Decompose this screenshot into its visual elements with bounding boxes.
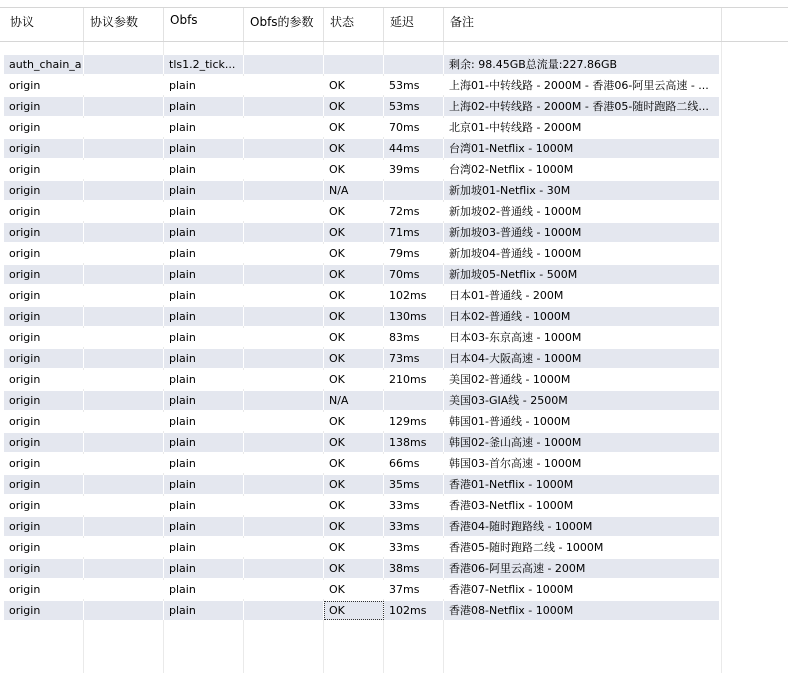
cell-remark[interactable]: 新加坡02-普通线 - 1000M xyxy=(444,202,720,221)
cell-remark[interactable]: 香港03-Netflix - 1000M xyxy=(444,496,720,515)
cell-protocol-param[interactable] xyxy=(84,286,164,305)
cell-protocol[interactable]: auth_chain_a xyxy=(4,55,84,74)
cell-obfs[interactable]: plain xyxy=(164,97,244,116)
cell-latency[interactable]: 210ms xyxy=(384,370,444,389)
column-header-obfs-param[interactable]: Obfs的参数 xyxy=(244,8,324,41)
cell-latency[interactable]: 33ms xyxy=(384,496,444,515)
cell-status[interactable] xyxy=(324,55,384,74)
cell-remark[interactable]: 日本04-大阪高速 - 1000M xyxy=(444,349,720,368)
cell-obfs[interactable]: plain xyxy=(164,559,244,578)
cell-protocol[interactable]: origin xyxy=(4,601,84,620)
table-row[interactable] xyxy=(4,181,720,200)
cell-protocol-param[interactable] xyxy=(84,55,164,74)
cell-remark[interactable]: 新加坡04-普通线 - 1000M xyxy=(444,244,720,263)
cell-latency[interactable]: 53ms xyxy=(384,76,444,95)
cell-obfs[interactable]: plain xyxy=(164,496,244,515)
cell-protocol-param[interactable] xyxy=(84,391,164,410)
cell-protocol-param[interactable] xyxy=(84,349,164,368)
cell-protocol[interactable]: origin xyxy=(4,265,84,284)
table-row[interactable] xyxy=(4,580,720,599)
cell-protocol-param[interactable] xyxy=(84,370,164,389)
cell-obfs-param[interactable] xyxy=(244,412,324,431)
cell-status[interactable]: OK xyxy=(324,412,384,431)
cell-status[interactable]: OK xyxy=(324,223,384,242)
table-row[interactable] xyxy=(4,265,720,284)
cell-protocol-param[interactable] xyxy=(84,559,164,578)
cell-latency[interactable]: 102ms xyxy=(384,286,444,305)
cell-obfs-param[interactable] xyxy=(244,55,324,74)
table-row[interactable] xyxy=(4,328,720,347)
cell-remark[interactable]: 日本03-东京高速 - 1000M xyxy=(444,328,720,347)
cell-protocol[interactable]: origin xyxy=(4,412,84,431)
cell-protocol[interactable]: origin xyxy=(4,517,84,536)
cell-protocol[interactable]: origin xyxy=(4,118,84,137)
column-header-status[interactable]: 状态 xyxy=(324,8,384,41)
cell-remark[interactable]: 日本02-普通线 - 1000M xyxy=(444,307,720,326)
cell-latency[interactable]: 70ms xyxy=(384,265,444,284)
cell-latency[interactable]: 130ms xyxy=(384,307,444,326)
cell-obfs-param[interactable] xyxy=(244,580,324,599)
table-row[interactable] xyxy=(4,412,720,431)
cell-obfs-param[interactable] xyxy=(244,475,324,494)
cell-protocol[interactable]: origin xyxy=(4,496,84,515)
cell-obfs[interactable]: plain xyxy=(164,328,244,347)
cell-remark[interactable]: 北京01-中转线路 - 2000M xyxy=(444,118,720,137)
cell-remark[interactable]: 日本01-普通线 - 200M xyxy=(444,286,720,305)
cell-remark[interactable]: 上海02-中转线路 - 2000M - 香港05-随时跑路二线... xyxy=(444,97,720,116)
cell-obfs[interactable]: plain xyxy=(164,307,244,326)
cell-obfs-param[interactable] xyxy=(244,97,324,116)
cell-obfs-param[interactable] xyxy=(244,265,324,284)
cell-obfs-param[interactable] xyxy=(244,223,324,242)
cell-protocol-param[interactable] xyxy=(84,454,164,473)
column-header-protocol[interactable]: 协议 xyxy=(4,8,84,41)
cell-protocol-param[interactable] xyxy=(84,475,164,494)
cell-obfs[interactable]: plain xyxy=(164,412,244,431)
cell-status[interactable]: OK xyxy=(324,433,384,452)
cell-protocol-param[interactable] xyxy=(84,223,164,242)
cell-protocol[interactable]: origin xyxy=(4,454,84,473)
cell-protocol[interactable]: origin xyxy=(4,244,84,263)
cell-status[interactable]: OK xyxy=(324,454,384,473)
column-header-protocol-param[interactable]: 协议参数 xyxy=(84,8,164,41)
cell-obfs[interactable]: plain xyxy=(164,580,244,599)
cell-latency[interactable]: 73ms xyxy=(384,349,444,368)
cell-protocol-param[interactable] xyxy=(84,181,164,200)
cell-obfs-param[interactable] xyxy=(244,370,324,389)
cell-status[interactable]: OK xyxy=(324,580,384,599)
cell-latency[interactable]: 72ms xyxy=(384,202,444,221)
cell-protocol-param[interactable] xyxy=(84,97,164,116)
cell-obfs-param[interactable] xyxy=(244,538,324,557)
cell-obfs-param[interactable] xyxy=(244,139,324,158)
cell-status[interactable]: OK xyxy=(324,559,384,578)
cell-status[interactable]: N/A xyxy=(324,391,384,410)
cell-protocol[interactable]: origin xyxy=(4,433,84,452)
cell-protocol-param[interactable] xyxy=(84,244,164,263)
table-row[interactable] xyxy=(4,349,720,368)
table-row[interactable] xyxy=(4,370,720,389)
cell-protocol-param[interactable] xyxy=(84,601,164,620)
cell-remark[interactable]: 新加坡05-Netflix - 500M xyxy=(444,265,720,284)
cell-latency[interactable]: 138ms xyxy=(384,433,444,452)
cell-obfs[interactable]: plain xyxy=(164,454,244,473)
cell-obfs-param[interactable] xyxy=(244,307,324,326)
cell-protocol[interactable]: origin xyxy=(4,307,84,326)
cell-obfs-param[interactable] xyxy=(244,244,324,263)
cell-obfs-param[interactable] xyxy=(244,181,324,200)
cell-protocol[interactable]: origin xyxy=(4,538,84,557)
cell-protocol[interactable]: origin xyxy=(4,328,84,347)
cell-obfs[interactable]: plain xyxy=(164,160,244,179)
column-header-row xyxy=(0,7,788,42)
cell-protocol[interactable]: origin xyxy=(4,286,84,305)
cell-obfs[interactable]: plain xyxy=(164,475,244,494)
cell-obfs-param[interactable] xyxy=(244,601,324,620)
cell-protocol[interactable]: origin xyxy=(4,97,84,116)
cell-obfs-param[interactable] xyxy=(244,160,324,179)
cell-remark[interactable]: 香港05-随时跑路二线 - 1000M xyxy=(444,538,720,557)
cell-remark[interactable]: 香港07-Netflix - 1000M xyxy=(444,580,720,599)
cell-protocol[interactable]: origin xyxy=(4,559,84,578)
cell-latency[interactable]: 33ms xyxy=(384,538,444,557)
cell-latency[interactable]: 33ms xyxy=(384,517,444,536)
cell-protocol-param[interactable] xyxy=(84,328,164,347)
cell-obfs-param[interactable] xyxy=(244,349,324,368)
table-row[interactable] xyxy=(4,286,720,305)
cell-protocol-param[interactable] xyxy=(84,265,164,284)
cell-latency[interactable]: 39ms xyxy=(384,160,444,179)
table-row[interactable] xyxy=(4,538,720,557)
table-row[interactable] xyxy=(4,517,720,536)
cell-obfs[interactable]: plain xyxy=(164,76,244,95)
cell-protocol-param[interactable] xyxy=(84,160,164,179)
table-row[interactable] xyxy=(4,223,720,242)
cell-remark[interactable]: 香港01-Netflix - 1000M xyxy=(444,475,720,494)
cell-obfs-param[interactable] xyxy=(244,286,324,305)
cell-protocol[interactable]: origin xyxy=(4,202,84,221)
cell-obfs[interactable]: plain xyxy=(164,202,244,221)
cell-latency[interactable]: 71ms xyxy=(384,223,444,242)
cell-protocol[interactable]: origin xyxy=(4,76,84,95)
cell-protocol[interactable]: origin xyxy=(4,370,84,389)
cell-protocol-param[interactable] xyxy=(84,580,164,599)
cell-status[interactable]: OK xyxy=(324,307,384,326)
cell-obfs[interactable]: plain xyxy=(164,370,244,389)
cell-status[interactable]: OK xyxy=(324,76,384,95)
column-header-remark[interactable]: 备注 xyxy=(444,8,722,41)
cell-status[interactable]: OK xyxy=(324,286,384,305)
cell-remark[interactable]: 香港04-随时跑路线 - 1000M xyxy=(444,517,720,536)
table-row[interactable] xyxy=(4,496,720,515)
cell-latency[interactable]: 38ms xyxy=(384,559,444,578)
table-row[interactable] xyxy=(4,475,720,494)
cell-remark[interactable]: 台湾02-Netflix - 1000M xyxy=(444,160,720,179)
cell-latency[interactable]: 102ms xyxy=(384,601,444,620)
table-row[interactable] xyxy=(4,391,720,410)
cell-protocol[interactable]: origin xyxy=(4,223,84,242)
cell-obfs[interactable]: plain xyxy=(164,391,244,410)
cell-protocol[interactable]: origin xyxy=(4,160,84,179)
cell-status[interactable]: OK xyxy=(324,475,384,494)
table-row[interactable] xyxy=(4,202,720,221)
cell-latency[interactable]: 129ms xyxy=(384,412,444,431)
cell-obfs[interactable]: plain xyxy=(164,223,244,242)
cell-obfs-param[interactable] xyxy=(244,454,324,473)
cell-protocol[interactable]: origin xyxy=(4,349,84,368)
cell-status[interactable]: OK xyxy=(324,265,384,284)
table-row[interactable] xyxy=(4,97,720,116)
cell-obfs[interactable]: plain xyxy=(164,601,244,620)
cell-obfs[interactable]: plain xyxy=(164,433,244,452)
cell-remark[interactable]: 美国03-GIA线 - 2500M xyxy=(444,391,720,410)
cell-status[interactable]: OK xyxy=(324,538,384,557)
cell-latency[interactable]: 37ms xyxy=(384,580,444,599)
cell-obfs-param[interactable] xyxy=(244,76,324,95)
table-row[interactable] xyxy=(4,601,720,620)
cell-latency[interactable]: 53ms xyxy=(384,97,444,116)
cell-latency[interactable]: 44ms xyxy=(384,139,444,158)
cell-status[interactable]: OK xyxy=(324,496,384,515)
cell-latency[interactable]: 70ms xyxy=(384,118,444,137)
cell-protocol-param[interactable] xyxy=(84,139,164,158)
cell-obfs-param[interactable] xyxy=(244,517,324,536)
table-row[interactable] xyxy=(4,160,720,179)
cell-remark[interactable]: 美国02-普通线 - 1000M xyxy=(444,370,720,389)
cell-status[interactable]: OK xyxy=(324,139,384,158)
cell-protocol[interactable]: origin xyxy=(4,475,84,494)
cell-obfs[interactable]: plain xyxy=(164,538,244,557)
cell-remark[interactable]: 新加坡03-普通线 - 1000M xyxy=(444,223,720,242)
cell-protocol-param[interactable] xyxy=(84,433,164,452)
cell-obfs-param[interactable] xyxy=(244,202,324,221)
cell-obfs[interactable]: plain xyxy=(164,118,244,137)
cell-obfs[interactable]: plain xyxy=(164,181,244,200)
cell-protocol-param[interactable] xyxy=(84,76,164,95)
cell-obfs-param[interactable] xyxy=(244,391,324,410)
cell-latency[interactable]: 66ms xyxy=(384,454,444,473)
cell-remark[interactable]: 韩国01-普通线 - 1000M xyxy=(444,412,720,431)
table-row[interactable] xyxy=(4,139,720,158)
cell-status[interactable]: N/A xyxy=(324,181,384,200)
cell-protocol[interactable]: origin xyxy=(4,391,84,410)
cell-protocol-param[interactable] xyxy=(84,496,164,515)
cell-status[interactable]: OK xyxy=(324,202,384,221)
cell-obfs[interactable]: plain xyxy=(164,265,244,284)
cell-latency[interactable]: 35ms xyxy=(384,475,444,494)
cell-obfs-param[interactable] xyxy=(244,328,324,347)
cell-status[interactable]: OK xyxy=(324,118,384,137)
cell-obfs-param[interactable] xyxy=(244,559,324,578)
cell-status[interactable]: OK xyxy=(324,328,384,347)
table-row[interactable] xyxy=(4,454,720,473)
cell-obfs[interactable]: plain xyxy=(164,349,244,368)
cell-status[interactable]: OK xyxy=(324,349,384,368)
table-row[interactable] xyxy=(4,307,720,326)
cell-protocol-param[interactable] xyxy=(84,517,164,536)
cell-remark[interactable]: 台湾01-Netflix - 1000M xyxy=(444,139,720,158)
cell-remark[interactable]: 剩余: 98.45GB总流量:227.86GB xyxy=(444,55,720,74)
cell-remark[interactable]: 香港06-阿里云高速 - 200M xyxy=(444,559,720,578)
column-divider xyxy=(721,42,722,673)
table-row[interactable] xyxy=(4,433,720,452)
cell-obfs-param[interactable] xyxy=(244,118,324,137)
cell-obfs[interactable]: plain xyxy=(164,244,244,263)
cell-protocol[interactable]: origin xyxy=(4,139,84,158)
cell-status[interactable]: OK xyxy=(324,370,384,389)
cell-latency[interactable]: 83ms xyxy=(384,328,444,347)
cell-status[interactable]: OK xyxy=(324,244,384,263)
cell-obfs-param[interactable] xyxy=(244,433,324,452)
cell-obfs[interactable]: tls1.2_tick... xyxy=(164,55,244,74)
cell-protocol-param[interactable] xyxy=(84,202,164,221)
cell-obfs-param[interactable] xyxy=(244,496,324,515)
cell-latency[interactable] xyxy=(384,391,444,410)
cell-protocol[interactable]: origin xyxy=(4,181,84,200)
cell-protocol-param[interactable] xyxy=(84,118,164,137)
cell-remark[interactable]: 上海01-中转线路 - 2000M - 香港06-阿里云高速 - ... xyxy=(444,76,720,95)
cell-remark[interactable]: 韩国02-釜山高速 - 1000M xyxy=(444,433,720,452)
cell-protocol[interactable]: origin xyxy=(4,580,84,599)
cell-protocol-param[interactable] xyxy=(84,538,164,557)
cell-latency[interactable] xyxy=(384,55,444,74)
cell-latency[interactable]: 79ms xyxy=(384,244,444,263)
cell-obfs[interactable]: plain xyxy=(164,286,244,305)
cell-obfs[interactable]: plain xyxy=(164,517,244,536)
cell-remark[interactable]: 新加坡01-Netflix - 30M xyxy=(444,181,720,200)
table-row[interactable] xyxy=(4,244,720,263)
column-header-obfs[interactable]: Obfs xyxy=(164,8,244,41)
cell-remark[interactable]: 香港08-Netflix - 1000M xyxy=(444,601,720,620)
cell-protocol-param[interactable] xyxy=(84,307,164,326)
cell-protocol-param[interactable] xyxy=(84,412,164,431)
cell-remark[interactable]: 韩国03-首尔高速 - 1000M xyxy=(444,454,720,473)
cell-status[interactable]: OK xyxy=(324,601,384,620)
table-row[interactable] xyxy=(4,559,720,578)
cell-status[interactable]: OK xyxy=(324,97,384,116)
table-row[interactable] xyxy=(4,76,720,95)
table-row[interactable] xyxy=(4,118,720,137)
cell-latency[interactable] xyxy=(384,181,444,200)
cell-status[interactable]: OK xyxy=(324,160,384,179)
table-row[interactable] xyxy=(4,55,720,74)
column-header-latency[interactable]: 延迟 xyxy=(384,8,444,41)
cell-status[interactable]: OK xyxy=(324,517,384,536)
cell-obfs[interactable]: plain xyxy=(164,139,244,158)
